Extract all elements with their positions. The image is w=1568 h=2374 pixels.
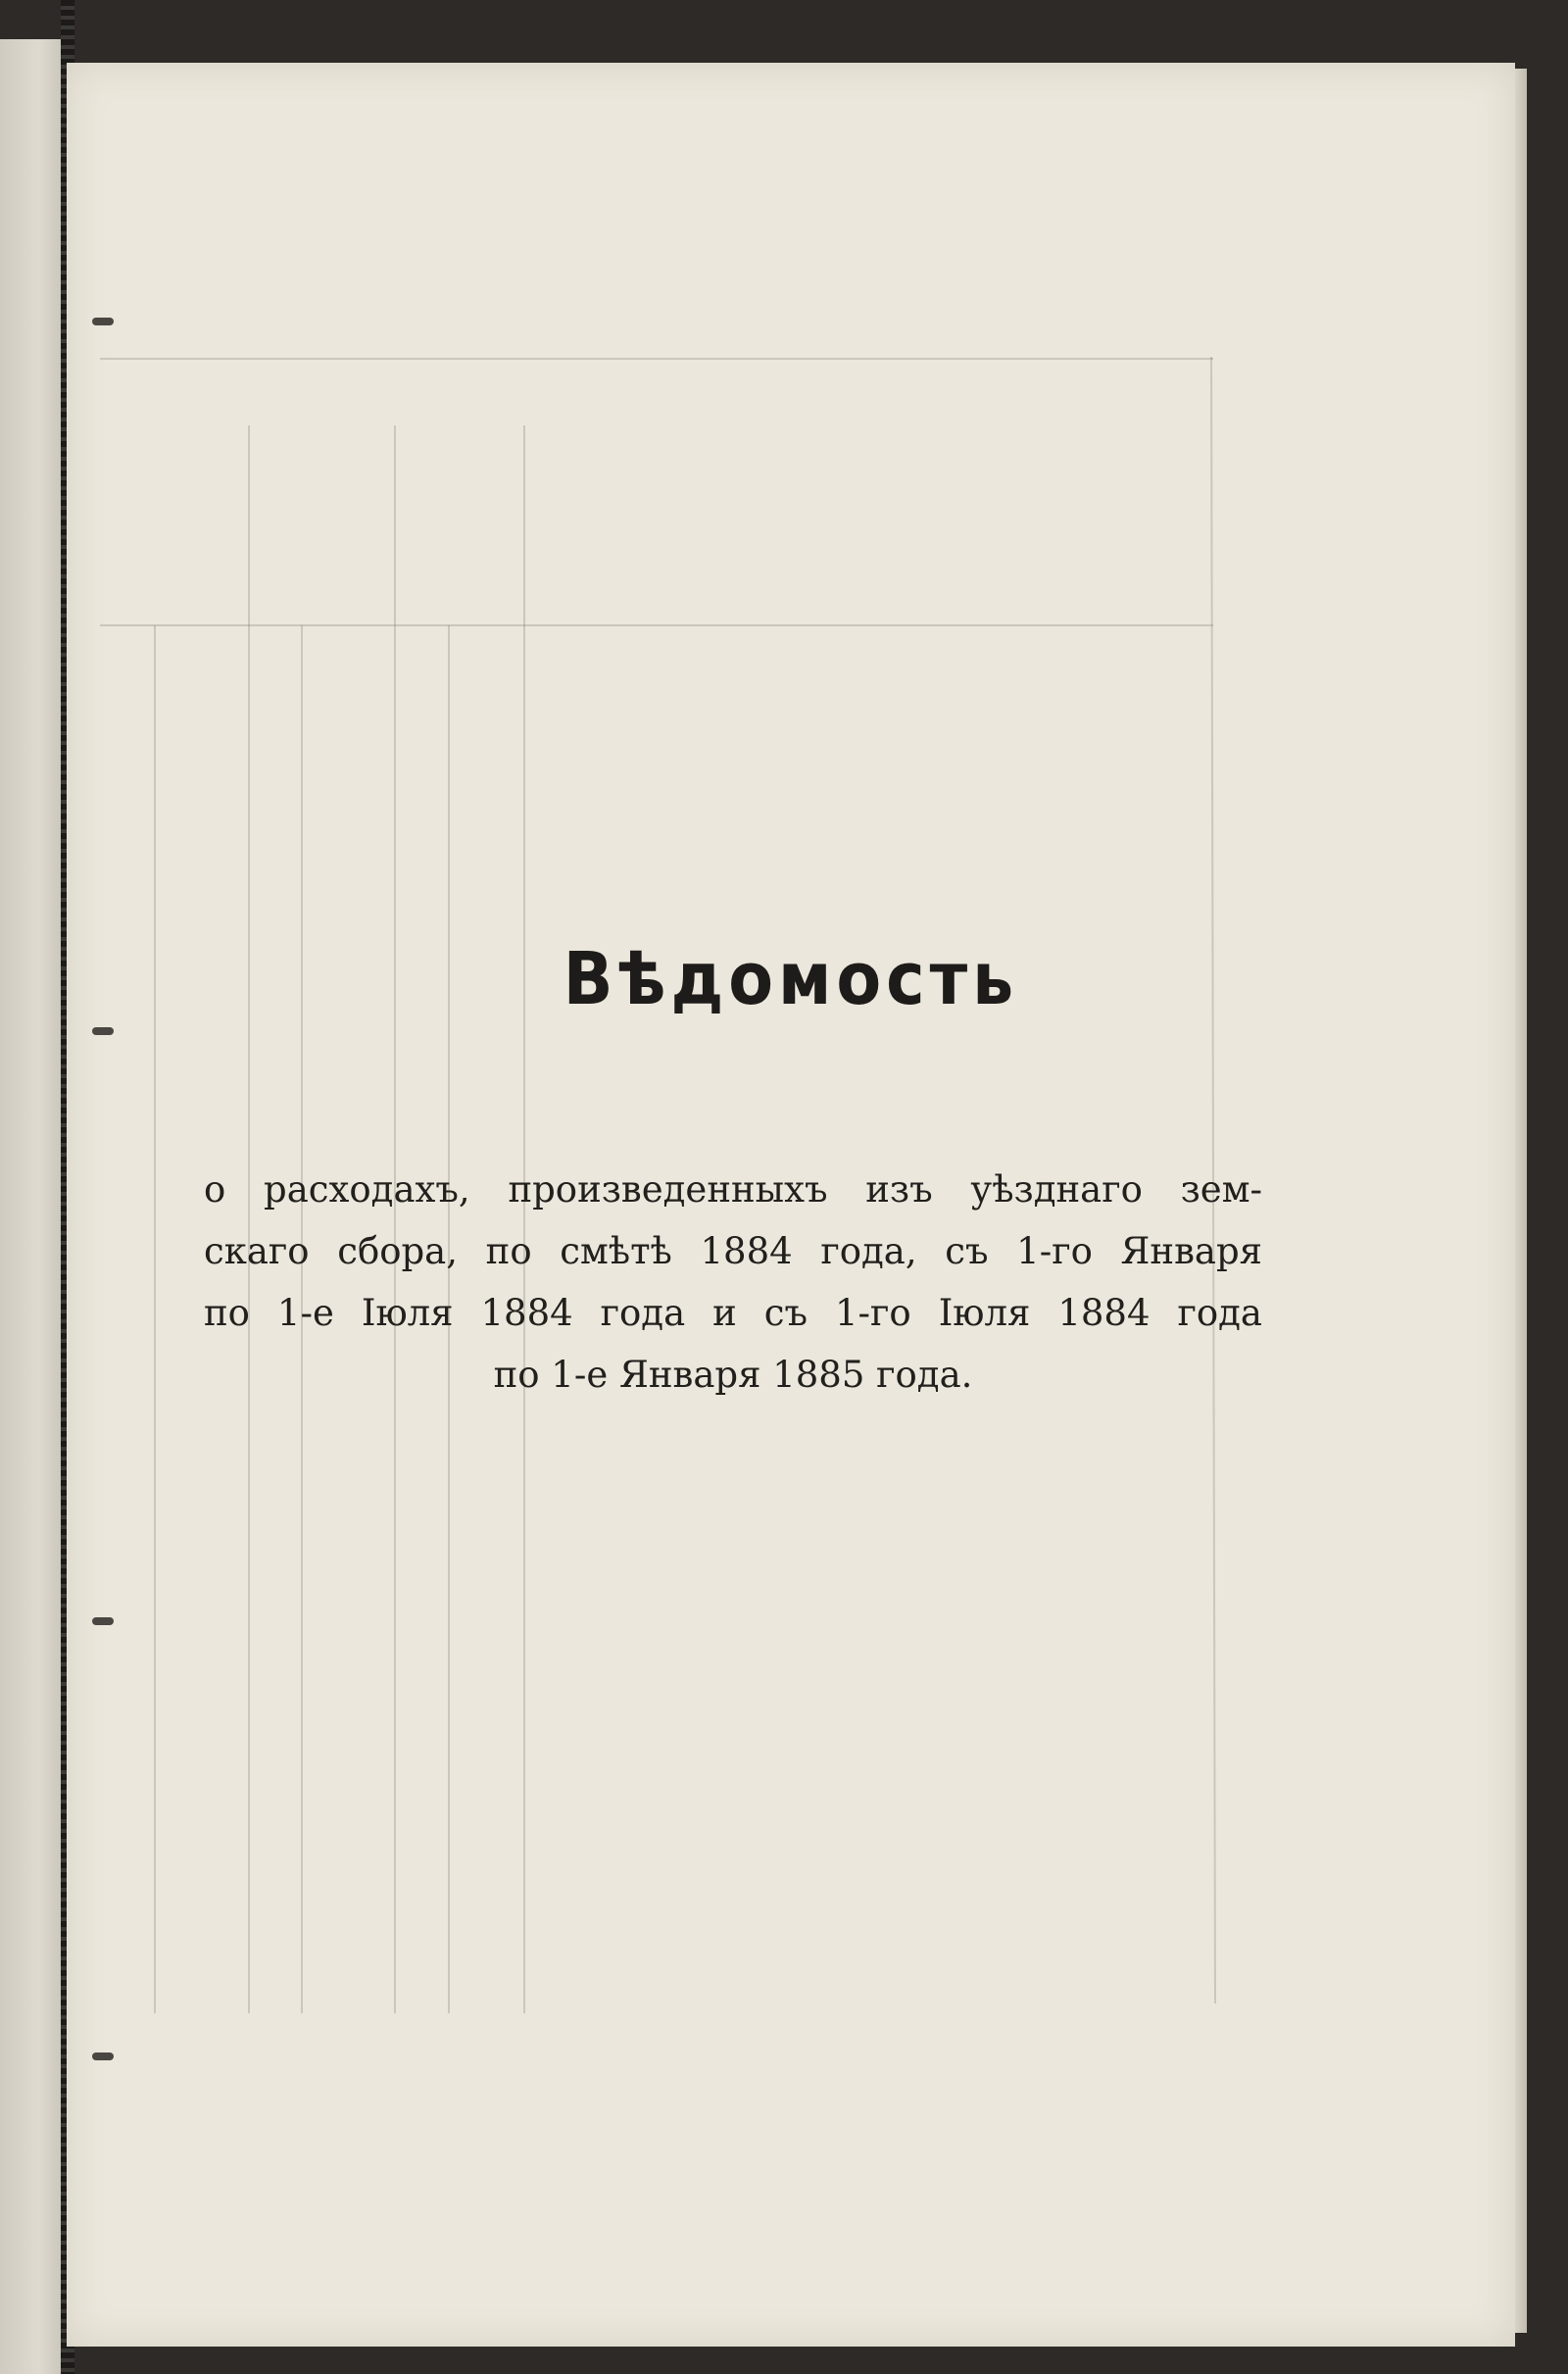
page-content (67, 63, 1515, 2347)
description-line: по 1-е Іюля 1884 года и съ 1-го Іюля 1884 года (204, 1292, 1262, 1334)
document-title: Вѣдомость (563, 937, 1019, 1021)
description-line: о расходахъ, произведенныхъ изъ уѣзднаго зем- (204, 1168, 1262, 1211)
document-description (204, 1159, 1262, 1406)
description-line: по 1-е Января 1885 года. (493, 1354, 973, 1396)
description-line: скаго сбора, по смѣтѣ 1884 года, съ 1-го Января (204, 1230, 1262, 1272)
page-right-edge (1515, 69, 1527, 2333)
previous-page-edge (0, 39, 65, 2374)
